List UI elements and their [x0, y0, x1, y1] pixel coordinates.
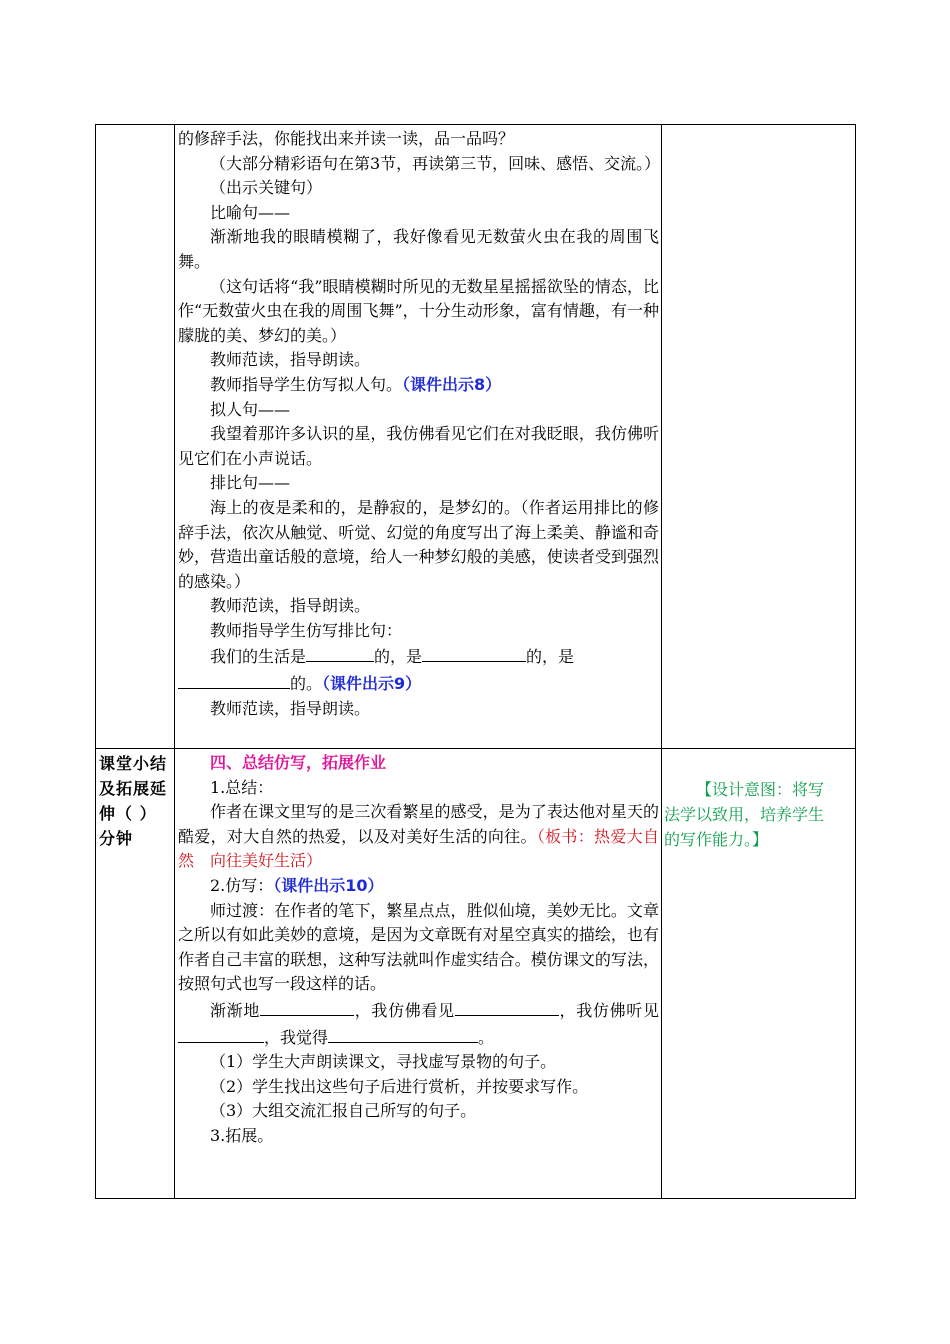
- paragraph: 海上的夜是柔和的，是静寂的，是梦幻的。（作者运用排比的修辞手法，依次从触觉、听觉、幻觉的角度写出了海上柔美、静谧和奇妙，营造出童话般的意境，给人一种梦幻般的美感，使读者受到强烈的感染。）: [178, 497, 659, 591]
- blank-line: [260, 997, 354, 1016]
- paragraph: （出示关键句）: [210, 178, 323, 198]
- content-cell: [175, 749, 662, 1199]
- notes-cell: [662, 125, 856, 749]
- fill-in-sentence-cont: [178, 670, 659, 697]
- sentence-part: 的，是: [374, 647, 423, 667]
- courseware-note: （课件出示8）: [402, 374, 502, 394]
- sentence-part: 。: [478, 1027, 495, 1047]
- paragraph: 教师范读，指导朗读。: [210, 698, 371, 718]
- blank-line: [178, 1024, 264, 1043]
- table-row: [96, 749, 856, 1199]
- paragraph: [178, 874, 659, 899]
- fill-in-sentence: [178, 643, 659, 670]
- blank-line: [306, 643, 374, 662]
- paragraph: 教师范读，指导朗读。: [210, 350, 371, 370]
- section-label: 课堂小结及拓展延伸（ ）分钟: [99, 754, 168, 848]
- blank-line: [422, 643, 526, 662]
- sentence-part: ，我仿佛听见: [558, 1000, 659, 1020]
- table-row: [96, 125, 856, 749]
- summary-text: 作者在课文里写的是三次看繁星的感受，是为了表达他对星天的酷爱，对大自然的热爱，以及对美好生活的向往。: [178, 802, 659, 846]
- paragraph: （1）学生大声朗读课文，寻找虚写景物的句子。: [210, 1052, 557, 1072]
- paragraph: 渐渐地我的眼睛模糊了，我好像看见无数萤火虫在我的周围飞舞。: [178, 227, 659, 271]
- blank-line: [178, 670, 290, 689]
- paragraph: （大部分精彩语句在第3节，再读第三节，回味、感悟、交流。）: [210, 153, 661, 173]
- subheading: 1.总结：: [210, 777, 274, 797]
- fill-in-sentence: [178, 997, 659, 1050]
- content-cell: [175, 125, 662, 749]
- sentence-part: ，我仿佛看见: [354, 1000, 455, 1020]
- label-cell: [96, 125, 175, 749]
- paragraph: 3.拓展。: [210, 1125, 274, 1145]
- board-note: （板书：热爱大自然 向往美好生活）: [178, 826, 659, 871]
- subheading: 2.仿写：: [210, 875, 274, 895]
- sentence-part: 我们的生活是: [210, 647, 307, 667]
- label-cell: [96, 749, 175, 1199]
- sentence-part: 渐渐地: [210, 1000, 261, 1020]
- paragraph: 排比句——: [210, 473, 291, 493]
- notes-cell: [662, 749, 856, 1199]
- paragraph: 教师范读，指导朗读。: [210, 596, 371, 616]
- paragraph: 我望着那许多认识的星，我仿佛看见它们在对我眨眼，我仿佛听见它们在小声说话。: [178, 424, 659, 468]
- blank-line: [328, 1024, 478, 1043]
- sentence-part: 的。: [290, 674, 323, 694]
- blank-line: [455, 997, 559, 1016]
- courseware-note: （课件出示9）: [322, 674, 422, 694]
- paragraph: 教师指导学生仿写排比句：: [210, 620, 403, 640]
- lesson-plan-table: [95, 124, 856, 1199]
- sentence-part: ，我觉得: [264, 1027, 329, 1047]
- paragraph: （这句话将“我”眼睛模糊时所见的无数星星摇摇欲坠的情态，比作“无数萤火虫在我的周围飞舞”，十分生动形象，富有情趣，有一种朦胧的美、梦幻的美。）: [178, 276, 659, 345]
- paragraph: （3）大组交流汇报自己所写的句子。: [210, 1101, 477, 1121]
- section-heading: 四、总结仿写，拓展作业: [210, 753, 387, 772]
- paragraph: 比喻句——: [210, 202, 291, 222]
- courseware-note: （课件出示10）: [273, 875, 384, 895]
- paragraph: （2）学生找出这些句子后进行赏析，并按要求写作。: [210, 1076, 589, 1096]
- paragraph: [178, 800, 659, 874]
- design-intent-note: 【设计意图：将写法学以致用，培养学生的写作能力。】: [664, 780, 825, 849]
- paragraph: [178, 373, 659, 398]
- sentence-part: 的，是: [526, 647, 575, 667]
- paragraph: 拟人句——: [210, 399, 291, 419]
- paragraph: 的修辞手法，你能找出来并读一读，品一品吗？: [178, 129, 515, 148]
- paragraph: 师过渡：在作者的笔下，繁星点点，胜似仙境，美妙无比。文章之所以有如此美妙的意境，是因为文章既有对星空真实的描绘，也有作者自己丰富的联想，这种写法就叫作虚实结合。模仿课文的写法，按照句式也写一段这样的话。: [178, 900, 659, 994]
- instruction-text: 教师指导学生仿写拟人句。: [210, 374, 403, 394]
